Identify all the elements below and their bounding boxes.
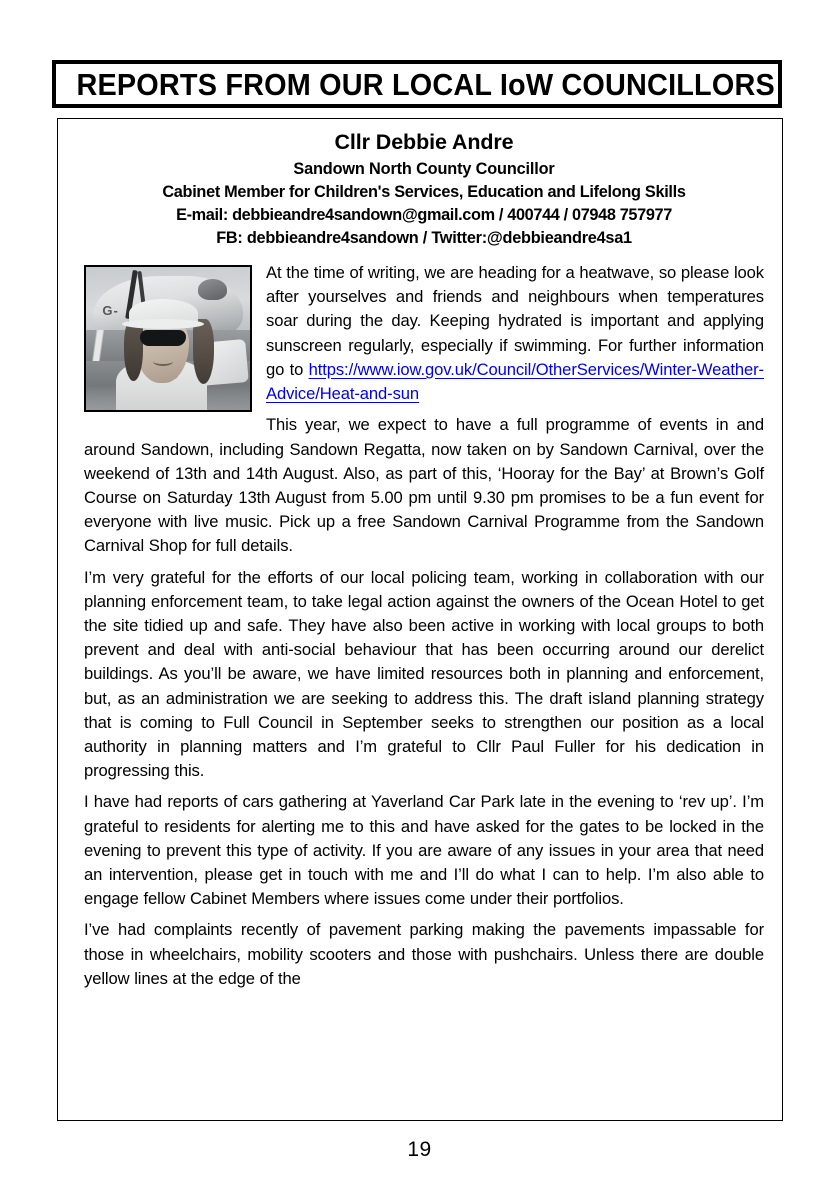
photo-person-cap-brim — [122, 319, 204, 329]
paragraph-policing: I’m very grateful for the efforts of our local policing team, working in collaboration with our planning enforcement team, to take legal action against the owners of the Ocean Hotel to get the site tidied up and safe. They have also been active in working with local groups to both prevent and deal with anti-social behaviour that has been occurring around our derelict buildings. As you’ll be aware, we have limited resources both in planning and enforcement, but, as an administration we are seeking to address this. The draft island planning strategy that is coming to Full Council in September seeks to strengthen our position as a local authority in planning matters and I’m grateful to Cllr Paul Fuller for his dedication in progressing this. — [84, 567, 764, 781]
page-number: 19 — [407, 1138, 432, 1161]
paragraph-heatwave — [84, 261, 764, 406]
paragraph-heatwave-text: At the time of writing, we are heading for a heatwave, so please look after yourselves and friends and neighbours when temperatures soar during the day. Keeping hydrated is important and applying sunscreen regularly, especially if swimming. For further information go to — [266, 263, 764, 379]
paragraph-events: This year, we expect to have a full programme of events in and around Sandown, including Sandown Regatta, now taken on by Sandown Carnival, over the weekend of 13th and 14th August. Also, as part of this, ‘Hooray for the Bay’ at Brown’s Golf Course on Saturday 13th August from 5.00 pm until 9.30 pm promises to be a fun event for everyone with live music. Pick up a free Sandown Carnival Programme from the Sandown Carnival Shop for full details. — [84, 415, 764, 556]
iow-heat-advice-link[interactable]: https://www.iow.gov.uk/Council/OtherServices/Winter-Weather-Advice/Heat-and-sun — [266, 359, 764, 404]
councillor-photo — [84, 265, 252, 412]
photo-engine-cowling — [198, 279, 228, 300]
councillor-role: Sandown North County Councillor — [293, 159, 555, 178]
councillor-contact-social: FB: debbieandre4sandown / Twitter:@debbieandre4sa1 — [216, 228, 632, 247]
councillor-contact-email: E-mail: debbieandre4sandown@gmail.com / 400744 / 07948 757977 — [176, 205, 672, 224]
banner-title: REPORTS FROM OUR LOCAL IoW COUNCILLORS — [76, 66, 775, 102]
photo-person-hair-right — [193, 319, 214, 385]
section-banner — [52, 60, 782, 108]
article-frame — [57, 118, 783, 1121]
councillor-masthead — [84, 129, 764, 250]
paragraph-pavement-parking: I’ve had complaints recently of pavement parking making the pavements impassable for those in wheelchairs, mobility scooters and those with pushchairs. Unless there are double yellow lines at the edge of the — [84, 920, 764, 988]
paragraph-yaverland: I have had reports of cars gathering at Yaverland Car Park late in the evening to ‘rev up’. I’m grateful to residents for alerting me to this and have asked for the gates to be locked in the evening to prevent this type of activity. If you are aware of any issues in your area that need an intervention, please get in touch with me and I’ll do what I can to help. I’m also able to engage fellow Cabinet Members where issues come under their portfolios. — [84, 792, 764, 909]
councillor-cabinet-role: Cabinet Member for Children's Services, Education and Lifelong Skills — [162, 182, 686, 201]
article-body — [84, 261, 764, 991]
photo-person-sunglasses — [140, 330, 186, 346]
councillor-name: Cllr Debbie Andre — [334, 130, 514, 154]
photo-aircraft-registration: G- — [102, 302, 119, 318]
